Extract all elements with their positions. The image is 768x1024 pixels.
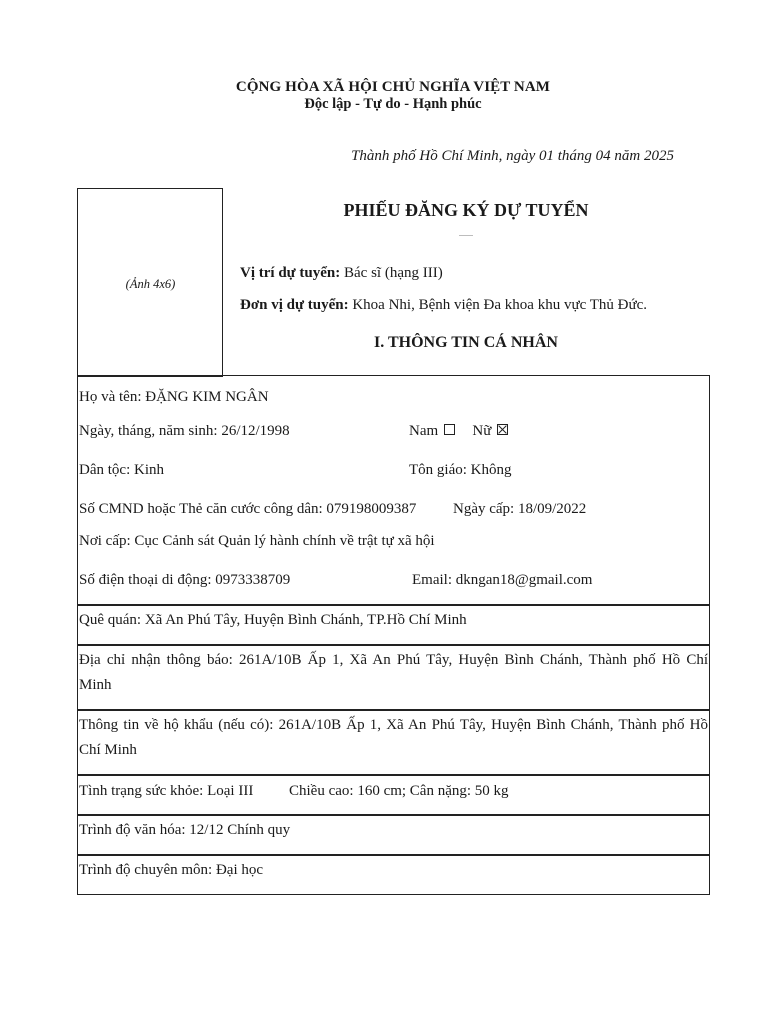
gender-male-checkbox[interactable] — [444, 424, 455, 435]
gender-female-label: Nữ — [472, 423, 492, 439]
gender-group — [409, 423, 508, 440]
professional-cell — [78, 854, 709, 894]
photo-label: (Ảnh 4x6) — [125, 277, 176, 291]
email: Email: dkngan18@gmail.com — [412, 572, 593, 588]
education-cell — [78, 814, 709, 854]
form-title: PHIẾU ĐĂNG KÝ DỰ TUYỂN — [343, 200, 589, 220]
gender-male-label: Nam — [409, 423, 439, 439]
personal-details-cell — [78, 376, 709, 604]
education-level: Trình độ văn hóa: 12/12 Chính quy — [79, 822, 291, 838]
position-label: Vị trí dự tuyển: — [240, 265, 341, 281]
motto-heading: Độc lập - Tự do - Hạnh phúc — [304, 96, 482, 112]
id-number: Số CMND hoặc Thẻ căn cước công dân: 079198009387 — [79, 501, 417, 517]
unit-line — [240, 297, 647, 314]
ethnicity: Dân tộc: Kinh — [79, 462, 164, 478]
religion: Tôn giáo: Không — [409, 462, 512, 478]
height-weight: Chiều cao: 160 cm; Cân nặng: 50 kg — [289, 783, 509, 799]
hometown: Quê quán: Xã An Phú Tây, Huyện Bình Chánh, TP.Hồ Chí Minh — [79, 612, 467, 628]
unit-label: Đơn vị dự tuyển: — [240, 297, 349, 313]
health-cell — [78, 774, 709, 814]
photo-placeholder — [77, 188, 223, 377]
hometown-cell — [78, 604, 709, 644]
household-line-1: Thông tin về hộ khẩu (nếu có): 261A/10B Ấp 1, Xã An Phú Tây, Huyện Bình Chánh, Thành phố Hồ — [79, 717, 708, 733]
section-title: I. THÔNG TIN CÁ NHÂN — [374, 334, 558, 351]
date-of-birth: Ngày, tháng, năm sinh: 26/12/1998 — [79, 423, 290, 439]
position-line — [240, 265, 443, 282]
issue-date: Ngày cấp: 18/09/2022 — [453, 501, 587, 517]
gender-female-checkbox[interactable] — [497, 424, 508, 435]
professional-level: Trình độ chuyên môn: Đại học — [79, 862, 264, 878]
title-underline — [459, 235, 473, 236]
dateline: Thành phố Hồ Chí Minh, ngày 01 tháng 04 năm 2025 — [351, 148, 674, 164]
nation-heading: CỘNG HÒA XÃ HỘI CHỦ NGHĨA VIỆT NAM — [235, 79, 551, 95]
phone: Số điện thoại di động: 0973338709 — [79, 572, 291, 588]
personal-info-table — [77, 375, 710, 895]
address-cell — [78, 644, 709, 709]
address-line-2: Minh — [79, 677, 112, 693]
household-line-2: Chí Minh — [79, 742, 137, 758]
household-cell — [78, 709, 709, 774]
health-status: Tình trạng sức khỏe: Loại III — [79, 783, 254, 799]
unit-value: Khoa Nhi, Bệnh viện Đa khoa khu vực Thủ Đức. — [352, 297, 648, 313]
address-line-1: Địa chỉ nhận thông báo: 261A/10B Ấp 1, Xã An Phú Tây, Huyện Bình Chánh, Thành phố Hồ Chí — [79, 652, 708, 668]
full-name: Họ và tên: ĐẶNG KIM NGÂN — [79, 389, 269, 405]
position-value: Bác sĩ (hạng III) — [344, 265, 443, 281]
issue-place: Nơi cấp: Cục Cảnh sát Quản lý hành chính về trật tự xã hội — [79, 533, 435, 549]
